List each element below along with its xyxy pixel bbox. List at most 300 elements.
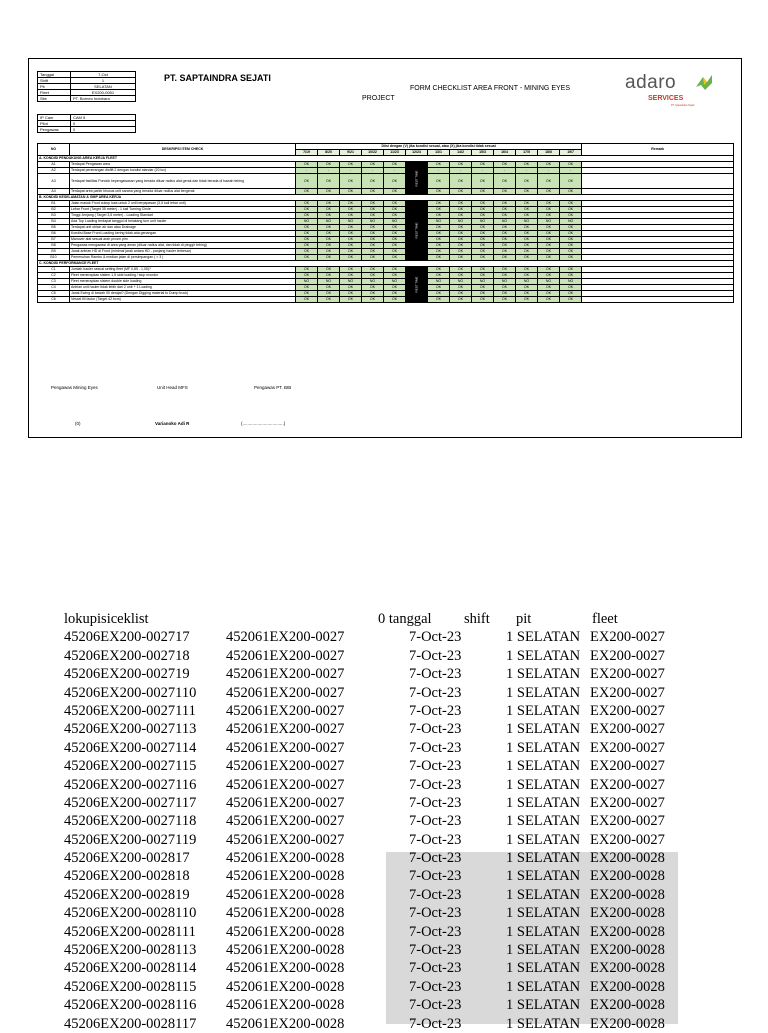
check-value: OK <box>384 243 406 249</box>
check-value: NO <box>560 219 582 225</box>
remark-cell <box>582 297 734 303</box>
check-value: OK <box>494 174 516 189</box>
check-value: OK <box>472 207 494 213</box>
info-value: PT. Borneo Indobara <box>71 96 136 102</box>
fleet-cell: EX200-0028 <box>590 997 665 1014</box>
section-title: A. KONDISI PENDUKUNG AREA KERJA FLEET <box>38 156 734 162</box>
header-tanggal: 0 tanggal <box>378 611 432 627</box>
desc-header: DESKRIPSI ITEM CHECK <box>70 144 296 156</box>
listing-row <box>64 665 684 683</box>
check-value: - <box>450 168 472 174</box>
check-value: OK <box>516 201 538 207</box>
check-value: OK <box>560 225 582 231</box>
listing-row <box>64 812 684 830</box>
item-no: A4 <box>38 189 70 195</box>
day-header: 7/19 <box>296 150 318 156</box>
lokupisiceklist-cell: 45206EX200-0028116 <box>64 997 197 1014</box>
item-no: B5 <box>38 225 70 231</box>
check-value: OK <box>428 285 450 291</box>
logo-subtitle: PT. Saptaindra Sejati <box>671 104 695 107</box>
tanggal-cell: 7-Oct-23 <box>409 739 462 756</box>
check-value: OK <box>296 249 318 255</box>
check-value: OK <box>538 174 560 189</box>
info-value: 1 <box>71 78 136 84</box>
rest-time-cell <box>406 267 428 303</box>
check-value: OK <box>428 201 450 207</box>
day-header: 13/1 <box>428 150 450 156</box>
check-value: NO <box>362 219 384 225</box>
check-value: OK <box>516 225 538 231</box>
check-value: NO <box>384 279 406 285</box>
fleet-cell: EX200-0027 <box>590 794 665 811</box>
fleet-cell: EX200-0027 <box>590 684 665 701</box>
check-value: OK <box>428 213 450 219</box>
check-value: OK <box>428 189 450 195</box>
check-value: OK <box>472 291 494 297</box>
check-value: OK <box>472 273 494 279</box>
check-value: OK <box>516 174 538 189</box>
check-value: OK <box>516 267 538 273</box>
check-value: OK <box>296 297 318 303</box>
item-no: B2 <box>38 207 70 213</box>
item-no: B9 <box>38 249 70 255</box>
check-value: OK <box>560 267 582 273</box>
id-cell: 452061EX200-0027 <box>226 647 345 664</box>
listing-row <box>64 739 684 757</box>
item-desc: Lebar Front (Target 35 meter) - 1 kali Turning Circle <box>70 207 296 213</box>
check-value: OK <box>472 297 494 303</box>
check-value: OK <box>560 207 582 213</box>
lokupisiceklist-cell: 45206EX200-0027117 <box>64 794 197 811</box>
adaro-logo <box>625 73 721 117</box>
check-value: OK <box>560 285 582 291</box>
check-value: OK <box>516 207 538 213</box>
fleet-cell: EX200-0027 <box>590 702 665 719</box>
id-cell: 452061EX200-0028 <box>226 960 345 977</box>
check-value: NO <box>362 279 384 285</box>
check-value: NO <box>428 219 450 225</box>
info-table-top <box>37 71 136 102</box>
info-key: Fleet <box>38 90 71 96</box>
lokupisiceklist-cell: 45206EX200-0027118 <box>64 813 197 830</box>
check-value: OK <box>450 207 472 213</box>
lokupisiceklist-cell: 45206EX200-0027116 <box>64 776 197 793</box>
check-value: OK <box>450 291 472 297</box>
check-value: OK <box>538 162 560 168</box>
info-key: Pit <box>38 84 71 90</box>
day-header: 19/7 <box>560 150 582 156</box>
check-value: OK <box>428 249 450 255</box>
id-cell: 452061EX200-0027 <box>226 739 345 756</box>
check-value: OK <box>318 189 340 195</box>
check-value: OK <box>472 225 494 231</box>
check-value: OK <box>494 243 516 249</box>
check-value: OK <box>318 243 340 249</box>
tanggal-cell: 7-Oct-23 <box>409 850 462 867</box>
info-value: 0 <box>71 127 136 133</box>
check-value: OK <box>428 291 450 297</box>
check-value: OK <box>472 243 494 249</box>
check-value: OK <box>538 225 560 231</box>
check-value: OK <box>318 291 340 297</box>
check-value: OK <box>538 231 560 237</box>
shift-pit-cell: 1 SELATAN <box>506 886 581 903</box>
check-value: OK <box>384 255 406 261</box>
listing-row <box>64 978 684 996</box>
check-value: OK <box>428 162 450 168</box>
info-key: IP Cam <box>38 115 71 121</box>
tanggal-cell: 7-Oct-23 <box>409 942 462 959</box>
shift-pit-cell: 1 SELATAN <box>506 666 581 683</box>
info-value: 7-Oct <box>71 72 136 78</box>
check-value: OK <box>538 213 560 219</box>
id-cell: 452061EX200-0027 <box>226 813 345 830</box>
listing-row <box>64 831 684 849</box>
fleet-cell: EX200-0028 <box>590 850 665 867</box>
item-no: C4 <box>38 285 70 291</box>
check-value: OK <box>428 207 450 213</box>
sig-name-mining-eyes: (0) <box>75 421 81 426</box>
fleet-cell: EX200-0027 <box>590 758 665 775</box>
check-value: OK <box>538 267 560 273</box>
header-shift: shift <box>464 611 490 627</box>
check-value: OK <box>384 231 406 237</box>
info-value: 0 <box>71 121 136 127</box>
check-value: OK <box>538 189 560 195</box>
info-table-bottom <box>37 114 136 133</box>
check-value: NO <box>516 219 538 225</box>
check-value: OK <box>560 201 582 207</box>
item-desc: Terdapat unit obisin air dan atau Drainage <box>70 225 296 231</box>
shift-pit-cell: 1 SELATAN <box>506 850 581 867</box>
item-no: B3 <box>38 213 70 219</box>
check-value: - <box>362 168 384 174</box>
check-value: OK <box>560 189 582 195</box>
check-value: OK <box>340 162 362 168</box>
check-value: OK <box>494 207 516 213</box>
check-value: OK <box>450 213 472 219</box>
check-value: OK <box>340 207 362 213</box>
check-value: OK <box>450 231 472 237</box>
id-cell: 452061EX200-0028 <box>226 923 345 940</box>
info-value: EX200-0051 <box>71 90 136 96</box>
check-value: OK <box>494 189 516 195</box>
item-desc: Jumlah hauler sesuai setting fleet (MF 0,85 - 1,05)? <box>70 267 296 273</box>
info-key: Pengawas <box>38 127 71 133</box>
check-value: OK <box>296 231 318 237</box>
data-listing <box>64 610 684 1033</box>
id-cell: 452061EX200-0028 <box>226 942 345 959</box>
check-row <box>38 174 734 189</box>
check-value: OK <box>450 189 472 195</box>
check-value: OK <box>384 249 406 255</box>
listing-row <box>64 904 684 922</box>
check-row <box>38 297 734 303</box>
check-value: NO <box>384 219 406 225</box>
lokupisiceklist-cell: 45206EX200-0027119 <box>64 831 197 848</box>
check-value: OK <box>450 162 472 168</box>
listing-row <box>64 628 684 646</box>
logo-services: SERVICES <box>648 95 684 102</box>
listing-row <box>64 923 684 941</box>
check-value: NO <box>472 219 494 225</box>
item-desc: Jarak Ewing di bawah 90 derajat? (Dengan Digging material to Dump truck) <box>70 291 296 297</box>
shift-pit-cell: 1 SELATAN <box>506 923 581 940</box>
check-value: OK <box>296 174 318 189</box>
fleet-cell: EX200-0028 <box>590 886 665 903</box>
sig-label-unit-head: Unit Head MFS <box>157 385 188 390</box>
check-value: OK <box>318 231 340 237</box>
check-value: OK <box>384 162 406 168</box>
sig-name-unit-head: Varianoko Adi R <box>155 421 190 426</box>
shift-pit-cell: 1 SELATAN <box>506 1015 581 1032</box>
check-value: OK <box>362 231 384 237</box>
form-title: FORM CHECKLIST AREA FRONT - MINING EYES <box>410 85 570 92</box>
check-value: OK <box>384 213 406 219</box>
check-value: OK <box>450 273 472 279</box>
project-label: PROJECT <box>362 95 395 102</box>
check-value: OK <box>428 267 450 273</box>
check-value: OK <box>494 213 516 219</box>
id-cell: 452061EX200-0028 <box>226 886 345 903</box>
item-desc: Ada Top Loading terdapat tanggul di belakang tum unit hauler <box>70 219 296 225</box>
check-value: NO <box>538 219 560 225</box>
item-no: B10 <box>38 255 70 261</box>
lokupisiceklist-cell: 45206EX200-0027111 <box>64 702 196 719</box>
sig-label-mining-eyes: Pengawas Mining Eyes <box>51 385 98 390</box>
check-value: OK <box>340 291 362 297</box>
item-desc: Manuver alat sesuai arah prosm pim <box>70 237 296 243</box>
shift-pit-cell: 1 SELATAN <box>506 758 581 775</box>
check-value: OK <box>362 255 384 261</box>
day-header: 18/6 <box>538 150 560 156</box>
lokupisiceklist-cell: 45206EX200-0028110 <box>64 905 197 922</box>
check-value: OK <box>494 162 516 168</box>
day-header: 15/3 <box>472 150 494 156</box>
shift-pit-cell: 1 SELATAN <box>506 721 581 738</box>
shift-pit-cell: 1 SELATAN <box>506 905 581 922</box>
listing-row <box>64 794 684 812</box>
tanggal-cell: 7-Oct-23 <box>409 758 462 775</box>
info-key: Tanggal <box>38 72 71 78</box>
listing-row <box>64 996 684 1014</box>
check-value: OK <box>362 225 384 231</box>
check-value: OK <box>516 285 538 291</box>
check-value: OK <box>362 297 384 303</box>
check-value: OK <box>494 267 516 273</box>
info-value: CAM 5 <box>71 115 136 121</box>
item-no: C5 <box>38 291 70 297</box>
tanggal-cell: 7-Oct-23 <box>409 886 462 903</box>
info-row <box>38 127 136 133</box>
shift-pit-cell: 1 SELATAN <box>506 942 581 959</box>
tanggal-cell: 7-Oct-23 <box>409 831 462 848</box>
id-cell: 452061EX200-0027 <box>226 721 345 738</box>
tanggal-cell: 7-Oct-23 <box>409 629 462 646</box>
id-cell: 452061EX200-0027 <box>226 684 345 701</box>
item-desc: Jarak antrian HD di Front (minimal jarak antara HD - panjang hauler terbesar) <box>70 249 296 255</box>
check-value: - <box>494 168 516 174</box>
check-value: OK <box>296 255 318 261</box>
check-value: OK <box>318 237 340 243</box>
check-value: OK <box>538 291 560 297</box>
check-value: OK <box>296 267 318 273</box>
check-value: OK <box>560 297 582 303</box>
check-value: OK <box>384 189 406 195</box>
item-desc: Tinggi Jenjang ( Target 3,5 meter) - Loading Standart <box>70 213 296 219</box>
check-value: NO <box>450 219 472 225</box>
check-value: NO <box>340 219 362 225</box>
shift-pit-cell: 1 SELATAN <box>506 776 581 793</box>
check-value: OK <box>362 243 384 249</box>
check-value: OK <box>472 189 494 195</box>
section-title: C. KONDISI PERFORMANCE FLEET <box>38 261 734 267</box>
lokupisiceklist-cell: 45206EX200-002717 <box>64 629 190 646</box>
check-value: OK <box>560 273 582 279</box>
day-header: 16/4 <box>494 150 516 156</box>
fleet-cell: EX200-0027 <box>590 776 665 793</box>
item-no: B7 <box>38 237 70 243</box>
fleet-cell: EX200-0028 <box>590 978 665 995</box>
check-value: OK <box>494 249 516 255</box>
check-value: OK <box>538 285 560 291</box>
company-name: PT. SAPTAINDRA SEJATI <box>164 73 271 83</box>
check-value: OK <box>472 237 494 243</box>
info-key: Site <box>38 96 71 102</box>
lokupisiceklist-cell: 45206EX200-0027110 <box>64 684 197 701</box>
check-value: OK <box>318 174 340 189</box>
shift-pit-cell: 1 SELATAN <box>506 629 581 646</box>
check-value: OK <box>318 249 340 255</box>
check-value: OK <box>296 189 318 195</box>
lokupisiceklist-cell: 45206EX200-002817 <box>64 850 190 867</box>
check-value: NO <box>538 279 560 285</box>
item-no: A1 <box>38 162 70 168</box>
info-key: Pilot <box>38 121 71 127</box>
check-value: OK <box>494 291 516 297</box>
item-no: B6 <box>38 231 70 237</box>
shift-pit-cell: 1 SELATAN <box>506 794 581 811</box>
shift-pit-cell: 1 SELATAN <box>506 813 581 830</box>
item-desc: Terdapat penerangan disfift 2 dengan kondisi standar (20 lux) <box>70 168 296 174</box>
lokupisiceklist-cell: 45206EX200-0028113 <box>64 942 197 959</box>
item-no: B1 <box>38 201 70 207</box>
lokupisiceklist-cell: 45206EX200-0028111 <box>64 923 196 940</box>
check-value: OK <box>428 243 450 249</box>
tanggal-cell: 7-Oct-23 <box>409 647 462 664</box>
check-value: OK <box>494 297 516 303</box>
item-no: B8 <box>38 243 70 249</box>
check-value: NO <box>472 279 494 285</box>
fleet-cell: EX200-0027 <box>590 831 665 848</box>
check-value: OK <box>560 255 582 261</box>
tanggal-cell: 7-Oct-23 <box>409 905 462 922</box>
sig-name-pengawas-bib: (.................................) <box>241 421 286 426</box>
check-value: OK <box>494 285 516 291</box>
check-value: OK <box>362 162 384 168</box>
check-value: OK <box>296 201 318 207</box>
check-value: OK <box>340 285 362 291</box>
shift-pit-cell: 1 SELATAN <box>506 997 581 1014</box>
check-value: OK <box>428 273 450 279</box>
check-value: OK <box>384 285 406 291</box>
check-value: OK <box>362 249 384 255</box>
check-value: OK <box>450 297 472 303</box>
check-value: OK <box>296 273 318 279</box>
check-value: NO <box>560 279 582 285</box>
lokupisiceklist-cell: 45206EX200-002718 <box>64 647 190 664</box>
lokupisiceklist-cell: 45206EX200-0027114 <box>64 739 197 756</box>
item-no: C2 <box>38 273 70 279</box>
item-desc: Vessel fill factor (Target 42 bcm) <box>70 297 296 303</box>
check-value: NO <box>296 219 318 225</box>
tanggal-cell: 7-Oct-23 <box>409 721 462 738</box>
item-no: A2 <box>38 168 70 174</box>
item-desc: Pemenuhan Rambu & median jalan di persimpangan ( > 3 ) <box>70 255 296 261</box>
check-value: OK <box>494 255 516 261</box>
header-lokupisiceklist: lokupisiceklist <box>64 611 149 627</box>
check-value: OK <box>560 237 582 243</box>
shift-pit-cell: 1 SELATAN <box>506 647 581 664</box>
check-value: OK <box>560 243 582 249</box>
info-row <box>38 96 136 102</box>
listing-row <box>64 720 684 738</box>
check-value: OK <box>362 213 384 219</box>
check-value: OK <box>318 162 340 168</box>
check-value: OK <box>516 237 538 243</box>
day-header: 17/5 <box>516 150 538 156</box>
check-value: OK <box>450 255 472 261</box>
check-value: - <box>560 168 582 174</box>
lokupisiceklist-cell: 45206EX200-002819 <box>64 886 190 903</box>
shift-pit-cell: 1 SELATAN <box>506 978 581 995</box>
lokupisiceklist-cell: 45206EX200-0027115 <box>64 758 197 775</box>
check-value: OK <box>384 237 406 243</box>
remark-cell <box>582 174 734 189</box>
tanggal-cell: 7-Oct-23 <box>409 960 462 977</box>
check-value: OK <box>340 174 362 189</box>
check-value: OK <box>494 273 516 279</box>
fleet-cell: EX200-0027 <box>590 629 665 646</box>
tanggal-cell: 7-Oct-23 <box>409 666 462 683</box>
fleet-cell: EX200-0027 <box>590 647 665 664</box>
lokupisiceklist-cell: 45206EX200-0028114 <box>64 960 197 977</box>
check-value: OK <box>340 189 362 195</box>
check-value: NO <box>318 279 340 285</box>
check-value: NO <box>340 279 362 285</box>
item-no: C1 <box>38 267 70 273</box>
check-value: OK <box>340 243 362 249</box>
check-value: OK <box>428 255 450 261</box>
item-desc: Pengawas mengawasi di area yang aman (diluar radius alat, dan tidak di pinggir tebing) <box>70 243 296 249</box>
checklist-sheet <box>28 58 742 438</box>
check-value: OK <box>494 231 516 237</box>
tanggal-cell: 7-Oct-23 <box>409 776 462 793</box>
tanggal-cell: 7-Oct-23 <box>409 868 462 885</box>
id-cell: 452061EX200-0028 <box>226 850 345 867</box>
fleet-cell: EX200-0027 <box>590 666 665 683</box>
check-value: OK <box>318 267 340 273</box>
shift-pit-cell: 1 SELATAN <box>506 702 581 719</box>
check-value: OK <box>560 174 582 189</box>
check-value: OK <box>296 237 318 243</box>
check-value: OK <box>362 267 384 273</box>
tanggal-cell: 7-Oct-23 <box>409 978 462 995</box>
shift-pit-cell: 1 SELATAN <box>506 739 581 756</box>
lokupisiceklist-cell: 45206EX200-0027113 <box>64 721 197 738</box>
check-value: OK <box>362 285 384 291</box>
check-value: OK <box>428 231 450 237</box>
